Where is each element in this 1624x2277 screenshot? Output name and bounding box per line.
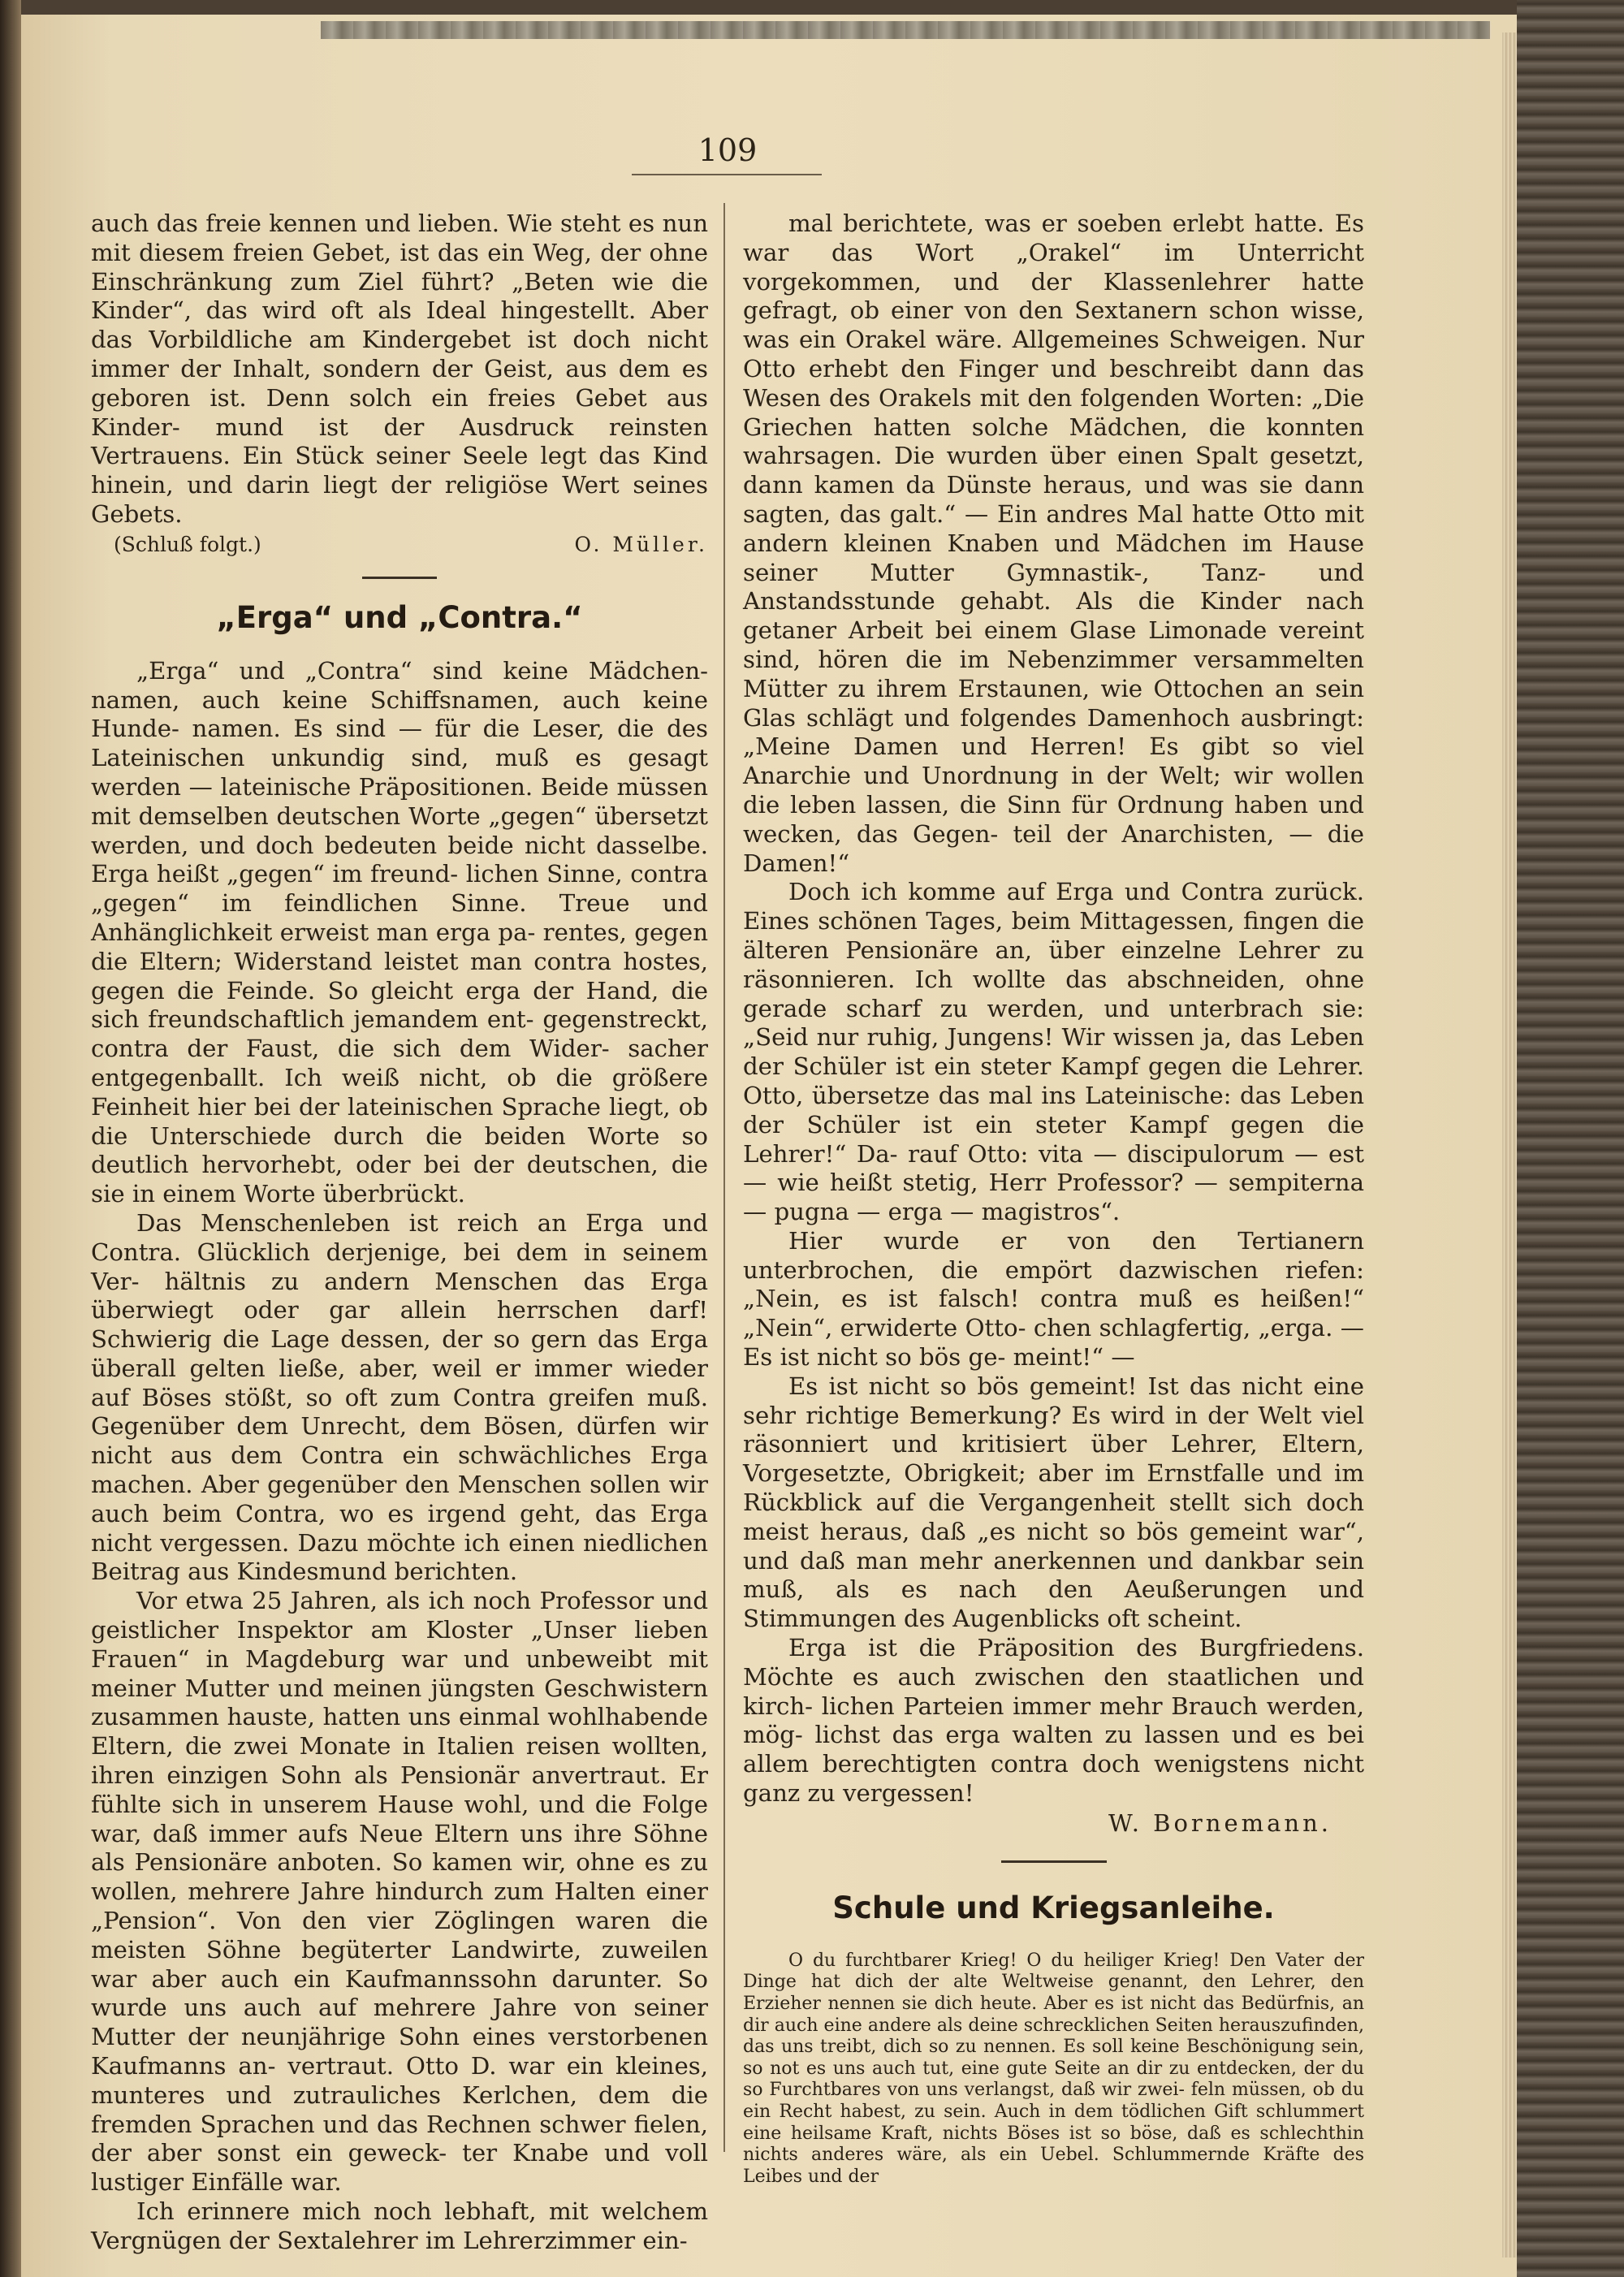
intro-paragraph: [91, 210, 708, 529]
text-line: heraus, daß „es nicht so bös gemeint war“, und daß: [743, 1517, 1364, 1575]
page-top-edge: [321, 21, 1490, 39]
text-line: Es ist nicht so bös gemeint! Ist das nicht: [788, 1372, 1303, 1400]
text-line: Aber das Vorbildliche am Kindergebet ist doch nicht: [91, 296, 708, 354]
paragraph: [743, 210, 1364, 878]
paragraph: [91, 2197, 708, 2256]
text-line: Menschen sollen wir auch beim Contra, wo es irgend: [91, 1471, 708, 1527]
text-line: vertraut. Otto D. war ein kleines, munteres und: [91, 2052, 708, 2109]
text-line: Vater der Dinge hat dich der alte Weltweise genannt,: [743, 1950, 1364, 1993]
page-number: 109: [698, 132, 758, 168]
text-line: eine sehr richtige Bemerkung? Es wird in der Welt: [743, 1372, 1364, 1429]
text-line: dem Bösen, dürfen wir nicht aus dem Contra ein: [91, 1412, 708, 1470]
text-line: lichen Sinne, contra „gegen“ im feindlichen Sinne.: [91, 860, 708, 918]
text-line: Unordnung in der Welt; wir wollen die leben lassen,: [743, 762, 1364, 819]
text-line: die Sinn für Ordnung haben und wecken, das Gegen-: [743, 790, 1364, 848]
section-paragraph: [743, 1951, 1364, 2188]
article-title: „Erga“ und „Contra.“: [216, 599, 583, 635]
text-line: mal berichtete, was er soeben erlebt hatte. Es war: [743, 210, 1364, 266]
text-line: meint!“ —: [1013, 1343, 1135, 1372]
paragraph: [91, 1587, 708, 2197]
text-line: hervorhebt, oder bei der deutschen, die sie in einem: [91, 1151, 709, 1208]
text-line: Contra. Glücklich derjenige, bei dem in seinem Ver-: [91, 1238, 708, 1295]
text-line: Präpositionen. Beide müssen mit demselben deutschen: [91, 772, 709, 830]
text-line: zutrauliches Kerlchen, dem die fremden Sprachen und: [91, 2080, 708, 2138]
text-line: Eines schönen Tages, beim Mittagessen, fingen die: [743, 907, 1364, 935]
text-line: ruhig, Jungens! Wir wissen ja, das Leben der: [743, 1023, 1364, 1081]
article-body: [91, 657, 708, 2256]
text-line: es nach den Aeußerungen und Stimmungen des: [743, 1575, 1365, 1633]
text-line: als Pensionäre anboten. So kamen wir, ohne es: [91, 1848, 671, 1877]
text-line: vergessen!: [843, 1779, 974, 1808]
column-divider: [723, 203, 725, 2152]
text-line: Schüler ist ein steter Kampf gegen die Lehrer. Otto,: [743, 1052, 1364, 1109]
article-body-continued: [743, 210, 1364, 1808]
text-line: ihren einzigen Sohn als Pensionär anvertraut. Er: [91, 1761, 708, 1790]
section-title: Schule und Kriegsanleihe.: [832, 1890, 1275, 1925]
text-line: hältnis zu andern Menschen das Erga überwiegt: [91, 1267, 709, 1324]
text-line: beide nicht dasselbe. Erga heißt „gegen“ im freund-: [91, 831, 708, 888]
page-number-rule: [632, 174, 822, 175]
text-line: unkundig sind, muß es gesagt werden — lateinische: [91, 744, 708, 801]
paragraph: [91, 657, 708, 1209]
text-line: und der Klassenlehrer hatte gefragt, ob einer von: [743, 267, 1365, 325]
left-column: [91, 210, 708, 2256]
text-line: gegenstreckt, contra der Faust, die sich dem Wider-: [91, 1005, 708, 1063]
text-line: übersetze das mal ins Lateinische: das Leben der: [743, 1081, 1364, 1138]
text-line: stetig, Herr Professor? — sempiterna — pugna —: [743, 1169, 1364, 1226]
text-line: „Erga“ und „Contra“ sind keine Mädchen-: [136, 656, 708, 685]
text-line: Doch ich komme auf Erga und Contra zurück.: [788, 878, 1364, 906]
text-line: getaner Arbeit bei einem Glase Limonade vereint: [743, 616, 1364, 645]
text-line: Frauen“ in Magdeburg war und unbeweibt mit: [91, 1644, 708, 1673]
text-line: geht, das Erga nicht vergessen. Dazu möchte ich: [91, 1499, 709, 1557]
text-line: das Wort „Orakel“ im Unterricht vorgekommen,: [743, 238, 1364, 296]
text-line: fühlte sich in unserem Hause wohl, und die Folge: [91, 1790, 708, 1818]
text-line: einen niedlichen Beitrag aus Kindesmund berichten.: [91, 1528, 709, 1586]
text-line: und Anstandsstunde gehabt. Als die Kinder nach: [743, 558, 1364, 616]
text-line: sacher entgegenballt. Ich weiß nicht, ob die größere: [91, 1035, 709, 1091]
text-line: zu ihrem Erstaunen, wie Ottochen an sein Glas: [743, 674, 1365, 732]
text-line: aber auch ein Kaufmannssohn darunter. So wurde: [91, 1964, 708, 2022]
text-line: Worte überbrückt.: [243, 1180, 465, 1208]
text-line: ter Knabe und voll lustiger Einfälle war.: [91, 2139, 709, 2197]
section-rule: [1001, 1860, 1107, 1863]
text-line: Vor etwa 25 Jahren, als ich noch Professor: [136, 1587, 654, 1615]
text-line: namen. Es sind — für die Leser, die des Lateinischen: [91, 715, 709, 772]
text-line: Rückblick auf die Vergangenheit stellt sich doch meist: [743, 1488, 1364, 1545]
text-line: Schüler ist ein steter Kampf gegen die Lehrer!“ Da-: [743, 1110, 1364, 1168]
text-line: Vergnügen der Sextalehrer im Lehrerzimmer ein-: [91, 2226, 688, 2254]
text-line: man mehr anerkennen und dankbar sein muß, als: [743, 1546, 1364, 1604]
text-line: einen Spalt gesetzt, dann kamen da Dünste heraus,: [743, 442, 1365, 499]
text-line: „Pension“. Von den vier Zöglingen waren die: [91, 1907, 708, 1935]
article-signoff: [91, 531, 708, 559]
text-line: war, daß immer aufs Neue Eltern uns ihre Söhne: [91, 1819, 708, 1847]
text-line: rentes, gegen die Eltern; Widerstand leistet man: [91, 918, 708, 975]
text-line: contra muß es heißen!“ „Nein“, erwiderte Otto-: [743, 1285, 1364, 1342]
text-line: die Unterschiede durch die beiden Worte so deutlich: [91, 1121, 708, 1179]
text-line: scharf zu werden, und unterbrach sie: „Seid nur: [743, 994, 1364, 1052]
text-line: teil der Anarchisten, — die Damen!“: [743, 819, 1364, 877]
text-line: Vorgesetzte, Obrigkeit; aber im Ernstfalle und im: [743, 1459, 1364, 1488]
text-line: zum Contra greifen muß. Gegenüber dem Unrecht,: [91, 1383, 709, 1441]
text-line: räsonnieren. Ich wollte das abschneiden, ohne gerade: [743, 965, 1364, 1022]
text-line: chen schlagfertig, „erga. — Es ist nicht so bös ge-: [743, 1314, 1364, 1372]
text-line: den folgenden Worten: „Die Griechen hatten solche: [743, 383, 1364, 441]
book-edge: [1517, 0, 1624, 2277]
text-line: viel räsonniert und kritisiert über Lehrer, Eltern,: [743, 1401, 1364, 1458]
text-line: dem tödlichen Gift schlummert eine heilsame Kraft, nichts: [743, 2101, 1364, 2144]
text-line: immer der Inhalt, sondern der Geist, aus dem es: [91, 354, 708, 382]
book-binding: [0, 0, 21, 2277]
text-line: schlägt und folgendes Damenhoch ausbringt: „Meine: [743, 703, 1364, 761]
text-line: Mal hatte Otto mit andern kleinen Knaben und: [743, 499, 1365, 557]
text-line: Feinheit hier bei der lateinischen Sprache liegt, ob: [91, 1092, 708, 1121]
text-line: meisten Söhne begüterter Landwirte, zuweilen war: [91, 1935, 708, 1993]
text-line: zu wollen, mehrere Jahre hindurch zum Halten einer: [91, 1848, 709, 1906]
paragraph: [91, 1209, 708, 1587]
text-line: neunjährige Sohn eines verstorbenen Kaufmanns an-: [91, 2023, 709, 2080]
paragraph: [743, 1227, 1364, 1372]
paragraph: [743, 878, 1364, 1227]
text-line: Worte „gegen“ übersetzt werden, und doch bedeuten: [91, 801, 709, 859]
paragraph: [743, 1634, 1364, 1808]
text-line: uns auch auf mehrere Jahre von seiner Mutter der: [91, 1994, 708, 2051]
text-line: feln müssen, ob du ein Recht habest, zu sein. Auch in: [743, 2080, 1364, 2122]
text-line: contra hostes, gegen die Feinde. So gleicht erga: [91, 947, 709, 1005]
text-line: deine schrecklichen Seiten herauszufinden, das uns treibt,: [743, 2015, 1364, 2058]
text-line: Stück seiner Seele legt das Kind hinein, und darin: [91, 442, 708, 499]
text-line: nun mit diesem freien Gebet, ist das ein Weg, der: [91, 210, 708, 266]
text-line: älteren Pensionäre an, über einzelne Lehrer zu: [743, 935, 1364, 964]
text-line: lichst das erga walten zu lassen und es bei allem: [743, 1721, 1364, 1778]
text-line: zusammen hauste, hatten uns einmal wohlhabende: [91, 1703, 708, 1731]
text-line: und beschreibt dann das Wesen des Orakels mit: [743, 354, 1364, 412]
text-line: Das Menschenleben ist reich an Erga und: [136, 1208, 708, 1237]
text-line: dich so zu nennen. Es soll keine Beschönigung sein, so: [743, 2037, 1364, 2079]
text-line: O du furchtbarer Krieg! O du heiliger Krieg! Den: [788, 1950, 1267, 1971]
text-line: oder gar allein herrschen darf! Schwierig die Lage: [91, 1296, 708, 1354]
text-line: mund ist der Ausdruck reinsten Vertrauens. Ein: [91, 413, 709, 470]
text-line: ist nicht das Bedürfnis, an dir auch eine andere als: [743, 1994, 1364, 2036]
text-line: berechtigten contra doch wenigstens nicht ganz zu: [743, 1750, 1364, 1808]
section-rule: [362, 577, 437, 579]
text-line: ohne Einschränkung zum Ziel führt? „Beten wie: [91, 238, 708, 296]
text-line: Böses ist so böse, daß es schlechthin nichts anderes wäre,: [743, 2123, 1364, 2166]
author-name: O. Müller.: [574, 532, 708, 556]
text-line: das Rechnen schwer fielen, der aber sonst ein geweck-: [91, 2110, 709, 2167]
text-line: liegt der religiöse Wert seines Gebets.: [91, 471, 709, 528]
text-line: Möchte es auch zwischen den staatlichen und kirch-: [743, 1662, 1364, 1720]
text-line: geboren ist. Denn solch ein freies Gebet aus Kinder-: [91, 383, 708, 441]
text-line: Augenblicks oft scheint.: [952, 1605, 1242, 1633]
text-line: meiner Mutter und meinen jüngsten Geschwistern: [91, 1674, 708, 1702]
text-line: der du so Furchtbares von uns verlangst, daß wir zwei-: [743, 2058, 1364, 2101]
paragraph: [743, 1372, 1364, 1634]
text-line: auch das freie kennen und lieben. Wie steht es: [91, 210, 655, 237]
text-line: die empört dazwischen riefen: „Nein, es ist falsch!: [743, 1255, 1364, 1313]
continued-note: (Schluß folgt.): [114, 532, 261, 556]
text-line: Mädchen im Hause seiner Mutter Gymnastik-, Tanz-: [743, 529, 1364, 586]
right-column: [743, 210, 1364, 2188]
text-line: Treue und Anhänglichkeit erweist man erga pa-: [91, 889, 708, 946]
page-stack-edge: [1502, 32, 1517, 2258]
text-line: dessen, der so gern das Erga überall gelten ließe,: [91, 1325, 709, 1382]
text-line: als ein Uebel. Schlummernde Kräfte des Leibes und der: [743, 2145, 1364, 2187]
text-line: Ich erinnere mich noch lebhaft, mit welchem: [136, 2197, 708, 2225]
text-line: den Sextanern schon wisse, was ein Orakel wäre.: [743, 296, 1365, 354]
text-line: sind, hören die im Nebenzimmer versammelten Mütter: [743, 645, 1364, 702]
signature: W. Bornemann.: [1108, 1808, 1332, 1837]
text-line: Allgemeines Schweigen. Nur Otto erhebt den Finger: [743, 326, 1364, 382]
text-line: der Hand, die sich freundschaftlich jemandem ent-: [91, 976, 708, 1034]
text-line: aber, weil er immer wieder auf Böses stößt, so oft: [91, 1354, 709, 1411]
text-line: rauf Otto: vita — discipulorum — est — wie heißt: [743, 1139, 1364, 1197]
text-line: Damen und Herren! Es gibt so viel Anarchie und: [743, 732, 1364, 790]
text-line: namen, auch keine Schiffsnamen, auch keine Hunde-: [91, 685, 708, 743]
text-line: erga — magistros“.: [888, 1198, 1121, 1226]
text-line: und geistlicher Inspektor am Kloster „Unser lieben: [91, 1587, 709, 1644]
text-line: die Kinder“, das wird oft als Ideal hingestellt.: [91, 267, 709, 325]
text-line: den Lehrer, den Erzieher nennen sie dich heute. Aber es: [743, 1972, 1364, 2015]
text-line: Mädchen, die konnten wahrsagen. Die wurden über: [743, 413, 1365, 470]
text-line: Hier wurde er von den Tertianern unterbrochen,: [743, 1226, 1364, 1284]
text-line: Eltern, die zwei Monate in Italien reisen wollten,: [91, 1732, 708, 1761]
text-line: lichen Parteien immer mehr Brauch werden, mög-: [743, 1692, 1365, 1749]
text-line: Erga ist die Präposition des Burgfriedens.: [788, 1634, 1364, 1662]
text-line: schwächliches Erga machen. Aber gegenüber den: [91, 1441, 709, 1499]
text-line: not es uns auch tut, eine gute Seite an dir zu entdecken,: [770, 2058, 1297, 2079]
text-line: und was sie dann sagten, das galt.“ — Ein andres: [743, 471, 1365, 528]
